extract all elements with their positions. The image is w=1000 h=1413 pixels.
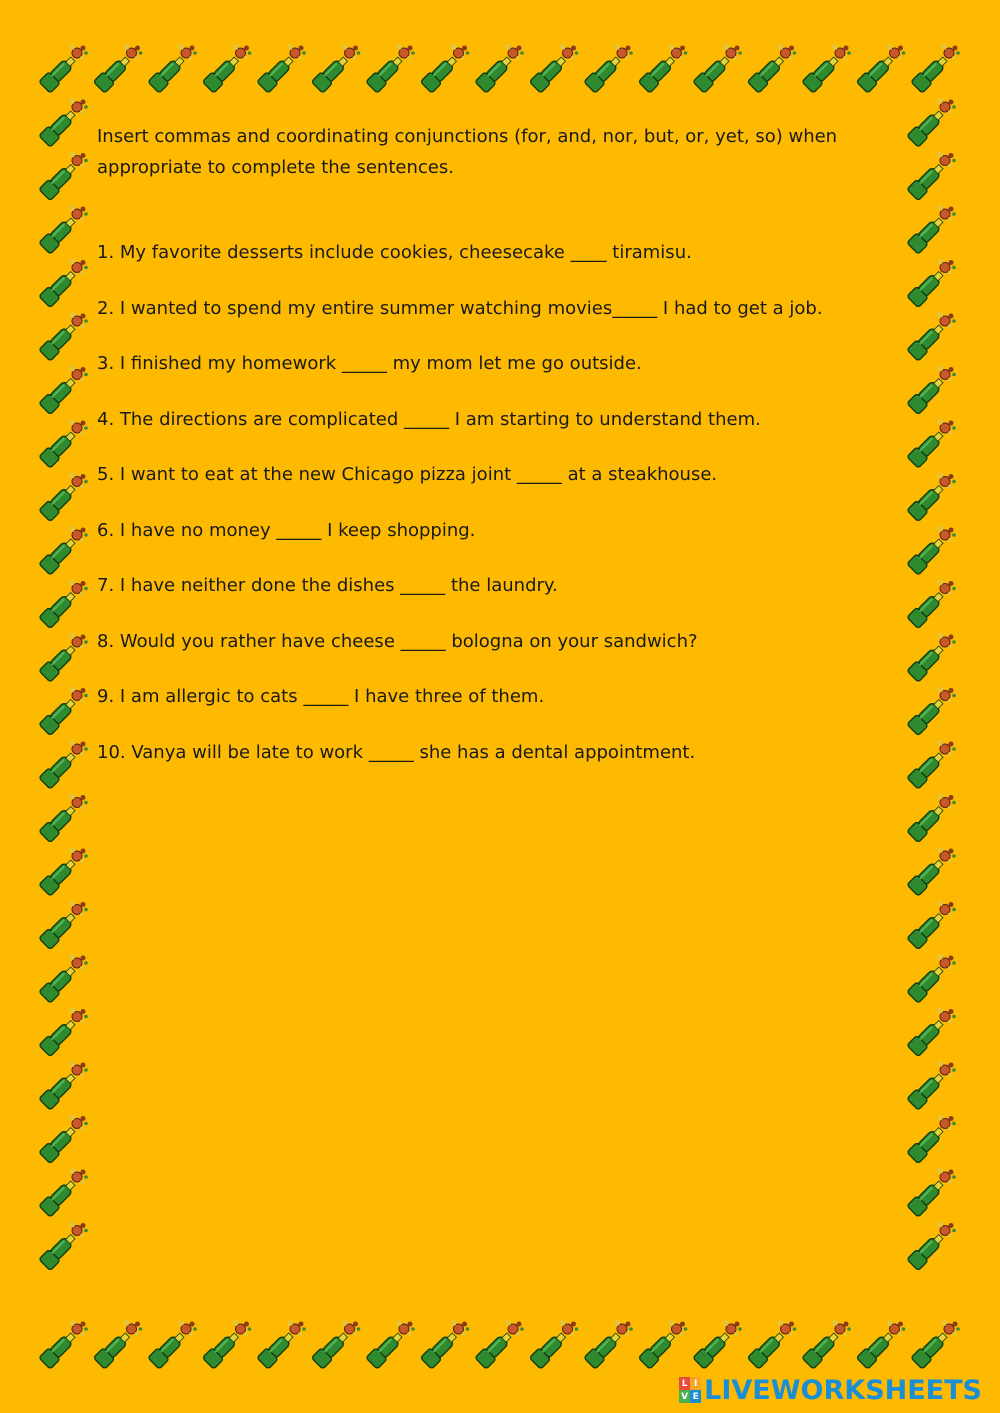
champagne-bottle-icon: [856, 44, 905, 93]
question-item: 3. I finished my homework _____ my mom let me go outside.: [97, 353, 642, 374]
question-item: 9. I am allergic to cats _____ I have three of them.: [97, 686, 545, 707]
champagne-bottle-icon: [907, 366, 956, 415]
champagne-bottle-icon: [39, 580, 88, 629]
champagne-bottle-icon: [202, 44, 251, 93]
instructions-text: Insert commas and coordinating conjunctions (for, and, nor, but, or, yet, so) when appropriate to complete the sentences.: [97, 126, 838, 178]
champagne-bottle-icon: [907, 687, 956, 736]
champagne-bottle-icon: [584, 44, 633, 93]
champagne-bottle-icon: [907, 1222, 956, 1271]
champagne-bottle-icon: [93, 44, 142, 93]
champagne-bottle-icon: [420, 44, 469, 93]
champagne-bottle-icon: [802, 44, 851, 93]
champagne-bottle-icon: [93, 1320, 142, 1369]
champagne-bottle-icon: [693, 1320, 742, 1369]
champagne-bottle-icon: [907, 1008, 956, 1057]
logo-badge-icon: L I V E: [679, 1377, 701, 1403]
champagne-bottle-icon: [39, 205, 88, 254]
champagne-bottle-icon: [39, 526, 88, 575]
champagne-bottle-icon: [802, 1320, 851, 1369]
champagne-bottle-icon: [907, 794, 956, 843]
champagne-bottle-icon: [584, 1320, 633, 1369]
champagne-bottle-icon: [907, 152, 956, 201]
champagne-bottle-icon: [907, 954, 956, 1003]
champagne-bottle-icon: [907, 847, 956, 896]
question-item: 10. Vanya will be late to work _____ she has a dental appointment.: [97, 741, 696, 763]
champagne-bottle-icon: [366, 44, 415, 93]
champagne-bottle-icon: [39, 312, 88, 361]
champagne-bottle-icon: [529, 1320, 578, 1369]
question-item: 1. My favorite desserts include cookies, cheesecake ____ tiramisu.: [97, 242, 692, 263]
champagne-bottle-icon: [39, 740, 88, 789]
champagne-bottle-icon: [257, 44, 306, 93]
champagne-bottle-icon: [39, 152, 88, 201]
question-item: 5. I want to eat at the new Chicago pizza joint _____ at a steakhouse.: [97, 464, 718, 485]
champagne-bottle-icon: [475, 44, 524, 93]
champagne-bottle-icon: [907, 98, 956, 147]
champagne-bottle-icon: [311, 44, 360, 93]
champagne-bottle-icon: [39, 98, 88, 147]
champagne-bottle-icon: [39, 44, 88, 93]
question-item: 7. I have neither done the dishes _____ the laundry.: [97, 575, 558, 596]
champagne-bottle-icon: [638, 44, 687, 93]
champagne-bottle-icon: [39, 1061, 88, 1110]
liveworksheets-logo[interactable]: [679, 1373, 982, 1407]
champagne-bottle-icon: [148, 1320, 197, 1369]
champagne-bottle-icon: [907, 419, 956, 468]
champagne-bottle-icon: [693, 44, 742, 93]
champagne-bottle-icon: [366, 1320, 415, 1369]
champagne-bottle-icon: [148, 44, 197, 93]
champagne-bottle-icon: [475, 1320, 524, 1369]
champagne-bottle-icon: [907, 740, 956, 789]
question-item: 8. Would you rather have cheese _____ bologna on your sandwich?: [97, 630, 698, 652]
logo-text: LIVEWORKSHEETS: [704, 1374, 982, 1406]
champagne-bottle-icon: [911, 1320, 960, 1369]
champagne-bottle-icon: [907, 526, 956, 575]
question-item: 6. I have no money _____ I keep shopping.: [97, 519, 476, 541]
champagne-bottle-icon: [529, 44, 578, 93]
champagne-bottle-icon: [311, 1320, 360, 1369]
champagne-bottle-icon: [856, 1320, 905, 1369]
champagne-bottle-icon: [39, 687, 88, 736]
champagne-bottle-icon: [907, 1061, 956, 1110]
champagne-bottle-icon: [907, 473, 956, 522]
champagne-bottle-icon: [420, 1320, 469, 1369]
champagne-bottle-icon: [907, 259, 956, 308]
champagne-bottle-icon: [907, 901, 956, 950]
champagne-bottle-icon: [39, 1008, 88, 1057]
champagne-bottle-icon: [911, 44, 960, 93]
champagne-bottle-icon: [907, 312, 956, 361]
champagne-bottle-icon: [907, 580, 956, 629]
champagne-bottle-icon: [907, 633, 956, 682]
champagne-bottle-icon: [39, 794, 88, 843]
champagne-bottle-icon: [39, 847, 88, 896]
question-item: 4. The directions are complicated _____ I am starting to understand them.: [97, 408, 761, 430]
champagne-bottle-icon: [39, 366, 88, 415]
champagne-bottle-icon: [39, 473, 88, 522]
champagne-bottle-icon: [202, 1320, 251, 1369]
champagne-bottle-icon: [39, 633, 88, 682]
champagne-bottle-icon: [747, 44, 796, 93]
champagne-bottle-icon: [39, 1320, 88, 1369]
champagne-bottle-icon: [638, 1320, 687, 1369]
champagne-bottle-icon: [39, 259, 88, 308]
champagne-bottle-icon: [39, 1168, 88, 1217]
champagne-bottle-icon: [39, 901, 88, 950]
champagne-bottle-icon: [257, 1320, 306, 1369]
question-item: 2. I wanted to spend my entire summer watching movies_____ I had to get a job.: [97, 297, 823, 319]
champagne-bottle-icon: [907, 1168, 956, 1217]
champagne-bottle-icon: [907, 1115, 956, 1164]
champagne-bottle-icon: [39, 419, 88, 468]
champagne-bottle-icon: [39, 1115, 88, 1164]
question-list: [97, 238, 897, 793]
champagne-bottle-icon: [39, 1222, 88, 1271]
champagne-bottle-icon: [907, 205, 956, 254]
champagne-bottle-icon: [747, 1320, 796, 1369]
champagne-bottle-icon: [39, 954, 88, 1003]
